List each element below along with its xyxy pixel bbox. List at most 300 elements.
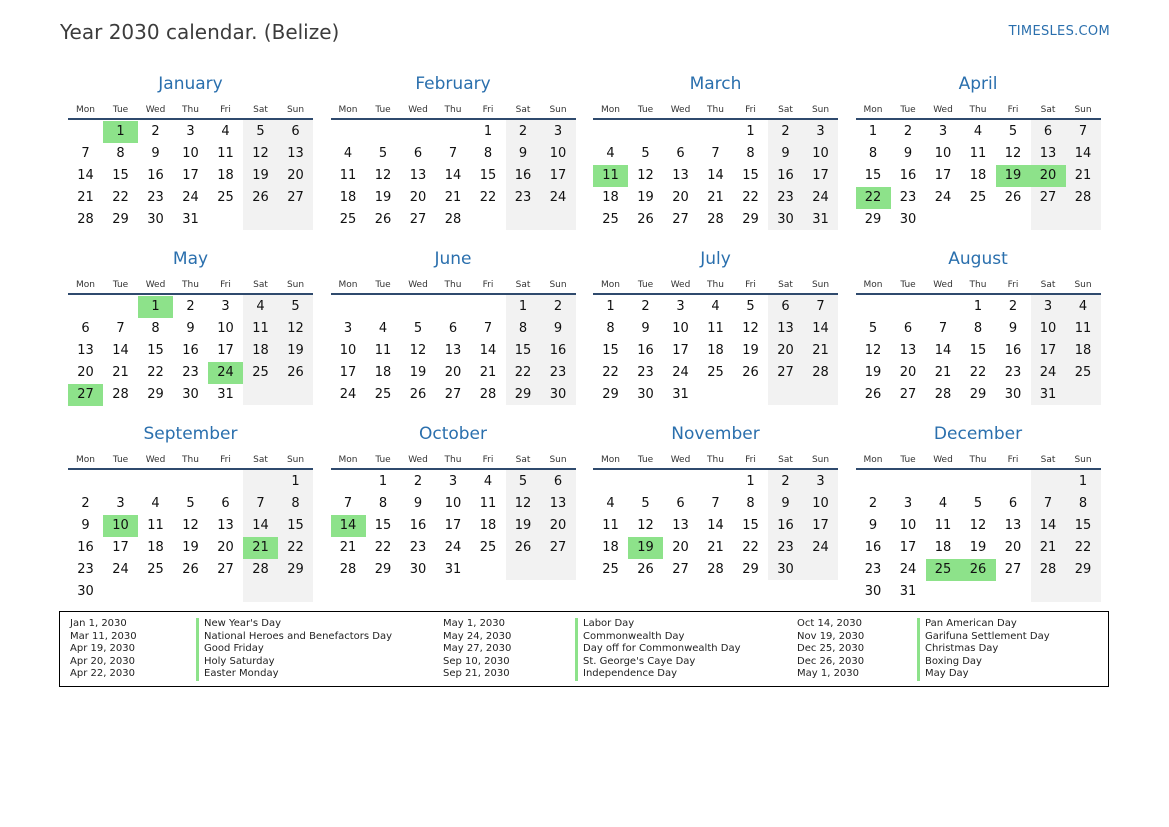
calendar-day[interactable]: 23 (182, 365, 199, 380)
calendar-day[interactable]: 24 (339, 387, 357, 402)
calendar-day[interactable]: 5 (641, 496, 650, 511)
calendar-day[interactable]: 8 (151, 321, 160, 336)
calendar-day[interactable]: 30 (409, 562, 427, 577)
calendar-day[interactable]: 7 (938, 321, 948, 336)
calendar-day[interactable]: 9 (1008, 321, 1018, 336)
calendar-day[interactable]: 25 (602, 562, 619, 577)
calendar-day[interactable]: 20 (549, 518, 567, 533)
calendar-day[interactable]: 8 (973, 321, 983, 336)
calendar-day[interactable]: 2 (781, 124, 790, 139)
calendar-day[interactable]: 2 (186, 299, 195, 314)
calendar-day[interactable]: 26 (287, 365, 304, 380)
calendar-day[interactable]: 31 (182, 212, 199, 227)
calendar-day[interactable]: 22 (112, 190, 129, 205)
calendar-day[interactable]: 20 (217, 540, 234, 555)
calendar-day[interactable]: 30 (147, 212, 164, 227)
calendar-day[interactable]: 20 (409, 190, 427, 205)
calendar-day[interactable]: 28 (479, 387, 497, 402)
calendar-day[interactable]: 22 (742, 540, 759, 555)
calendar-day[interactable]: 5 (413, 321, 423, 336)
calendar-day[interactable]: 29 (1074, 562, 1092, 577)
calendar-day[interactable]: 15 (1074, 518, 1092, 533)
calendar-day[interactable]: 19 (409, 365, 427, 380)
calendar-day[interactable]: 16 (182, 343, 199, 358)
calendar-day[interactable]: 8 (116, 146, 125, 161)
calendar-day[interactable]: 7 (483, 321, 493, 336)
calendar-day[interactable]: 4 (343, 146, 353, 161)
calendar-day[interactable]: 26 (864, 387, 882, 402)
calendar-day[interactable]: 1 (518, 299, 528, 314)
calendar-day[interactable]: 18 (707, 343, 724, 358)
calendar-day[interactable]: 28 (339, 562, 357, 577)
calendar-day[interactable]: 22 (742, 190, 759, 205)
calendar-day[interactable]: 23 (637, 365, 654, 380)
calendar-day[interactable]: 10 (812, 496, 829, 511)
calendar-day[interactable]: 7 (256, 496, 265, 511)
calendar-day[interactable]: 8 (746, 496, 755, 511)
calendar-day[interactable]: 18 (217, 168, 234, 183)
calendar-day[interactable]: 5 (641, 146, 650, 161)
calendar-day[interactable]: 16 (409, 518, 427, 533)
calendar-day[interactable]: 12 (182, 518, 199, 533)
calendar-day[interactable]: 7 (1078, 124, 1088, 139)
calendar-day[interactable]: 21 (112, 365, 129, 380)
calendar-day[interactable]: 27 (444, 387, 462, 402)
calendar-day[interactable]: 8 (746, 146, 755, 161)
calendar-day[interactable]: 23 (899, 190, 917, 205)
calendar-day[interactable]: 23 (549, 365, 567, 380)
calendar-day[interactable]: 10 (217, 321, 234, 336)
calendar-day[interactable]: 31 (672, 387, 689, 402)
calendar-day[interactable]: 31 (899, 584, 917, 599)
calendar-day[interactable]: 25 (217, 190, 234, 205)
calendar-day[interactable]: 20 (444, 365, 462, 380)
calendar-day[interactable]: 5 (256, 124, 265, 139)
calendar-day[interactable]: 22 (287, 540, 304, 555)
calendar-day[interactable]: 4 (711, 299, 720, 314)
calendar-day[interactable]: 2 (903, 124, 913, 139)
calendar-day[interactable]: 3 (186, 124, 195, 139)
calendar-day[interactable]: 24 (899, 562, 917, 577)
calendar-day[interactable]: 17 (899, 540, 917, 555)
calendar-day[interactable]: 20 (77, 365, 94, 380)
calendar-day[interactable]: 16 (1004, 343, 1022, 358)
calendar-day[interactable]: 28 (444, 212, 462, 227)
calendar-day[interactable]: 13 (672, 518, 689, 533)
calendar-day[interactable]: 26 (742, 365, 759, 380)
calendar-day[interactable]: 4 (606, 146, 615, 161)
calendar-day[interactable]: 22 (147, 365, 164, 380)
calendar-day[interactable]: 13 (287, 146, 304, 161)
calendar-day[interactable]: 7 (343, 496, 353, 511)
calendar-day[interactable]: 16 (147, 168, 164, 183)
calendar-day[interactable]: 25 (926, 559, 961, 581)
calendar-day[interactable]: 17 (549, 168, 567, 183)
calendar-day[interactable]: 24 (1039, 365, 1057, 380)
calendar-day[interactable]: 29 (112, 212, 129, 227)
calendar-day[interactable]: 15 (864, 168, 882, 183)
calendar-day[interactable]: 5 (378, 146, 388, 161)
calendar-day[interactable]: 21 (707, 190, 724, 205)
calendar-day[interactable]: 6 (413, 146, 423, 161)
calendar-day[interactable]: 1 (291, 474, 300, 489)
calendar-day[interactable]: 20 (672, 190, 689, 205)
calendar-day[interactable]: 2 (553, 299, 563, 314)
calendar-day[interactable]: 7 (448, 146, 458, 161)
calendar-day[interactable]: 14 (479, 343, 497, 358)
calendar-day[interactable]: 9 (641, 321, 650, 336)
calendar-day[interactable]: 3 (221, 299, 230, 314)
calendar-day[interactable]: 14 (934, 343, 952, 358)
calendar-day[interactable]: 23 (409, 540, 427, 555)
calendar-day[interactable]: 20 (1031, 165, 1066, 187)
calendar-day[interactable]: 26 (637, 562, 654, 577)
calendar-day[interactable]: 26 (637, 212, 654, 227)
calendar-day[interactable]: 29 (147, 387, 164, 402)
calendar-day[interactable]: 19 (969, 540, 987, 555)
calendar-day[interactable]: 13 (777, 321, 794, 336)
calendar-day[interactable]: 1 (138, 296, 173, 318)
calendar-day[interactable]: 12 (1004, 146, 1022, 161)
calendar-day[interactable]: 3 (903, 496, 913, 511)
calendar-day[interactable]: 16 (77, 540, 94, 555)
calendar-day[interactable]: 11 (252, 321, 269, 336)
calendar-day[interactable]: 10 (1039, 321, 1057, 336)
calendar-day[interactable]: 17 (217, 343, 234, 358)
calendar-day[interactable]: 25 (147, 562, 164, 577)
calendar-day[interactable]: 23 (514, 190, 532, 205)
calendar-day[interactable]: 4 (973, 124, 983, 139)
calendar-day[interactable]: 28 (707, 562, 724, 577)
calendar-day[interactable]: 30 (637, 387, 654, 402)
calendar-day[interactable]: 10 (672, 321, 689, 336)
calendar-day[interactable]: 1 (973, 299, 983, 314)
calendar-day[interactable]: 14 (707, 168, 724, 183)
calendar-day[interactable]: 30 (777, 562, 794, 577)
calendar-day[interactable]: 26 (374, 212, 392, 227)
calendar-day[interactable]: 15 (374, 518, 392, 533)
calendar-day[interactable]: 12 (374, 168, 392, 183)
calendar-day[interactable]: 4 (1078, 299, 1088, 314)
calendar-day[interactable]: 17 (339, 365, 357, 380)
calendar-day[interactable]: 2 (781, 474, 790, 489)
calendar-day[interactable]: 17 (1039, 343, 1057, 358)
calendar-day[interactable]: 9 (903, 146, 913, 161)
calendar-day[interactable]: 6 (291, 124, 300, 139)
calendar-day[interactable]: 11 (147, 518, 164, 533)
calendar-day[interactable]: 27 (1004, 562, 1022, 577)
calendar-day[interactable]: 4 (151, 496, 160, 511)
calendar-day[interactable]: 12 (514, 496, 532, 511)
calendar-day[interactable]: 15 (969, 343, 987, 358)
calendar-day[interactable]: 28 (934, 387, 952, 402)
calendar-day[interactable]: 23 (77, 562, 94, 577)
calendar-day[interactable]: 18 (934, 540, 952, 555)
calendar-day[interactable]: 16 (514, 168, 532, 183)
calendar-day[interactable]: 5 (973, 496, 983, 511)
calendar-day[interactable]: 29 (374, 562, 392, 577)
calendar-day[interactable]: 17 (182, 168, 199, 183)
calendar-day[interactable]: 26 (182, 562, 199, 577)
calendar-day[interactable]: 7 (116, 321, 125, 336)
calendar-day[interactable]: 11 (593, 165, 628, 187)
calendar-day[interactable]: 1 (103, 121, 138, 143)
calendar-day[interactable]: 10 (339, 343, 357, 358)
calendar-day[interactable]: 2 (1008, 299, 1018, 314)
calendar-day[interactable]: 15 (514, 343, 532, 358)
calendar-day[interactable]: 18 (1074, 343, 1092, 358)
calendar-day[interactable]: 26 (1004, 190, 1022, 205)
calendar-day[interactable]: 4 (378, 321, 388, 336)
calendar-day[interactable]: 9 (868, 518, 878, 533)
calendar-day[interactable]: 11 (339, 168, 357, 183)
calendar-day[interactable]: 16 (637, 343, 654, 358)
calendar-day[interactable]: 26 (961, 559, 996, 581)
calendar-day[interactable]: 5 (1008, 124, 1018, 139)
calendar-day[interactable]: 30 (864, 584, 882, 599)
calendar-day[interactable]: 21 (934, 365, 952, 380)
calendar-day[interactable]: 3 (553, 124, 563, 139)
calendar-day[interactable]: 5 (291, 299, 300, 314)
calendar-day[interactable]: 18 (969, 168, 987, 183)
calendar-day[interactable]: 6 (1043, 124, 1053, 139)
calendar-day[interactable]: 30 (549, 387, 567, 402)
calendar-day[interactable]: 6 (1008, 496, 1018, 511)
calendar-day[interactable]: 3 (116, 496, 125, 511)
calendar-day[interactable]: 2 (868, 496, 878, 511)
calendar-day[interactable]: 22 (602, 365, 619, 380)
calendar-day[interactable]: 9 (413, 496, 423, 511)
calendar-day[interactable]: 27 (672, 212, 689, 227)
calendar-day[interactable]: 13 (672, 168, 689, 183)
calendar-day[interactable]: 8 (518, 321, 528, 336)
calendar-day[interactable]: 7 (81, 146, 90, 161)
calendar-day[interactable]: 19 (864, 365, 882, 380)
calendar-day[interactable]: 27 (1039, 190, 1057, 205)
calendar-day[interactable]: 4 (483, 474, 493, 489)
calendar-day[interactable]: 10 (812, 146, 829, 161)
calendar-day[interactable]: 16 (864, 540, 882, 555)
calendar-day[interactable]: 16 (777, 518, 794, 533)
calendar-day[interactable]: 25 (602, 212, 619, 227)
calendar-day[interactable]: 24 (549, 190, 567, 205)
calendar-day[interactable]: 10 (103, 515, 138, 537)
calendar-day[interactable]: 8 (483, 146, 493, 161)
calendar-day[interactable]: 23 (1004, 365, 1022, 380)
calendar-day[interactable]: 2 (81, 496, 90, 511)
calendar-day[interactable]: 11 (969, 146, 987, 161)
calendar-day[interactable]: 19 (628, 537, 663, 559)
calendar-day[interactable]: 11 (602, 518, 619, 533)
calendar-day[interactable]: 27 (409, 212, 427, 227)
calendar-day[interactable]: 12 (969, 518, 987, 533)
calendar-day[interactable]: 10 (934, 146, 952, 161)
calendar-day[interactable]: 3 (676, 299, 685, 314)
calendar-day[interactable]: 19 (996, 165, 1031, 187)
calendar-day[interactable]: 6 (81, 321, 90, 336)
calendar-day[interactable]: 19 (637, 190, 654, 205)
calendar-day[interactable]: 27 (68, 384, 103, 406)
calendar-day[interactable]: 16 (549, 343, 567, 358)
calendar-day[interactable]: 18 (374, 365, 392, 380)
calendar-day[interactable]: 3 (816, 124, 825, 139)
calendar-day[interactable]: 25 (252, 365, 269, 380)
calendar-day[interactable]: 8 (1078, 496, 1088, 511)
calendar-day[interactable]: 24 (444, 540, 462, 555)
calendar-day[interactable]: 30 (182, 387, 199, 402)
calendar-day[interactable]: 1 (483, 124, 493, 139)
calendar-day[interactable]: 6 (781, 299, 790, 314)
calendar-day[interactable]: 17 (444, 518, 462, 533)
calendar-day[interactable]: 13 (444, 343, 462, 358)
calendar-day[interactable]: 28 (252, 562, 269, 577)
calendar-day[interactable]: 20 (1004, 540, 1022, 555)
calendar-day[interactable]: 20 (777, 343, 794, 358)
calendar-day[interactable]: 24 (812, 540, 829, 555)
calendar-day[interactable]: 27 (777, 365, 794, 380)
calendar-day[interactable]: 21 (243, 537, 278, 559)
calendar-day[interactable]: 8 (606, 321, 615, 336)
calendar-day[interactable]: 7 (711, 146, 720, 161)
brand-link[interactable]: TIMESLES.COM (1008, 24, 1110, 39)
calendar-day[interactable]: 2 (151, 124, 160, 139)
calendar-day[interactable]: 8 (868, 146, 878, 161)
calendar-day[interactable]: 14 (1074, 146, 1092, 161)
calendar-day[interactable]: 14 (331, 515, 366, 537)
calendar-day[interactable]: 22 (374, 540, 392, 555)
calendar-day[interactable]: 22 (856, 187, 891, 209)
calendar-day[interactable]: 13 (217, 518, 234, 533)
calendar-day[interactable]: 15 (287, 518, 304, 533)
calendar-day[interactable]: 9 (781, 496, 790, 511)
calendar-day[interactable]: 22 (514, 365, 532, 380)
calendar-day[interactable]: 14 (444, 168, 462, 183)
calendar-day[interactable]: 24 (112, 562, 129, 577)
calendar-day[interactable]: 3 (938, 124, 948, 139)
calendar-day[interactable]: 13 (77, 343, 94, 358)
calendar-day[interactable]: 11 (934, 518, 952, 533)
calendar-day[interactable]: 24 (208, 362, 243, 384)
calendar-day[interactable]: 1 (1078, 474, 1088, 489)
calendar-day[interactable]: 25 (339, 212, 357, 227)
calendar-day[interactable]: 10 (182, 146, 199, 161)
calendar-day[interactable]: 29 (864, 212, 882, 227)
calendar-day[interactable]: 21 (1074, 168, 1092, 183)
calendar-day[interactable]: 14 (812, 321, 829, 336)
calendar-day[interactable]: 20 (672, 540, 689, 555)
calendar-day[interactable]: 6 (221, 496, 230, 511)
calendar-day[interactable]: 26 (252, 190, 269, 205)
calendar-day[interactable]: 28 (812, 365, 829, 380)
calendar-day[interactable]: 1 (606, 299, 615, 314)
calendar-day[interactable]: 4 (938, 496, 948, 511)
calendar-day[interactable]: 16 (777, 168, 794, 183)
calendar-day[interactable]: 6 (903, 321, 913, 336)
calendar-day[interactable]: 30 (899, 212, 917, 227)
calendar-day[interactable]: 9 (781, 146, 790, 161)
calendar-day[interactable]: 13 (1004, 518, 1022, 533)
calendar-day[interactable]: 19 (374, 190, 392, 205)
calendar-day[interactable]: 20 (899, 365, 917, 380)
calendar-day[interactable]: 3 (816, 474, 825, 489)
calendar-day[interactable]: 27 (217, 562, 234, 577)
calendar-day[interactable]: 1 (746, 124, 755, 139)
calendar-day[interactable]: 8 (291, 496, 300, 511)
calendar-day[interactable]: 5 (868, 321, 878, 336)
calendar-day[interactable]: 6 (553, 474, 563, 489)
calendar-day[interactable]: 24 (182, 190, 199, 205)
calendar-day[interactable]: 31 (812, 212, 829, 227)
calendar-day[interactable]: 9 (81, 518, 90, 533)
calendar-day[interactable]: 11 (1074, 321, 1092, 336)
calendar-day[interactable]: 21 (77, 190, 94, 205)
calendar-day[interactable]: 30 (77, 584, 94, 599)
calendar-day[interactable]: 20 (287, 168, 304, 183)
calendar-day[interactable]: 28 (1074, 190, 1092, 205)
calendar-day[interactable]: 18 (602, 540, 619, 555)
calendar-day[interactable]: 26 (514, 540, 532, 555)
calendar-day[interactable]: 14 (1039, 518, 1057, 533)
calendar-day[interactable]: 12 (742, 321, 759, 336)
calendar-day[interactable]: 27 (287, 190, 304, 205)
calendar-day[interactable]: 30 (777, 212, 794, 227)
calendar-day[interactable]: 14 (252, 518, 269, 533)
calendar-day[interactable]: 31 (217, 387, 234, 402)
calendar-day[interactable]: 6 (676, 146, 685, 161)
calendar-day[interactable]: 23 (147, 190, 164, 205)
calendar-day[interactable]: 29 (287, 562, 304, 577)
calendar-day[interactable]: 2 (641, 299, 650, 314)
calendar-day[interactable]: 17 (812, 168, 829, 183)
calendar-day[interactable]: 29 (602, 387, 619, 402)
calendar-day[interactable]: 9 (186, 321, 195, 336)
calendar-day[interactable]: 22 (969, 365, 987, 380)
calendar-day[interactable]: 21 (444, 190, 462, 205)
calendar-day[interactable]: 4 (221, 124, 230, 139)
calendar-day[interactable]: 21 (812, 343, 829, 358)
calendar-day[interactable]: 8 (378, 496, 388, 511)
calendar-day[interactable]: 5 (518, 474, 528, 489)
calendar-day[interactable]: 12 (637, 518, 654, 533)
calendar-day[interactable]: 12 (287, 321, 304, 336)
calendar-day[interactable]: 5 (746, 299, 755, 314)
calendar-day[interactable]: 28 (1039, 562, 1057, 577)
calendar-day[interactable]: 24 (934, 190, 952, 205)
calendar-day[interactable]: 31 (444, 562, 462, 577)
calendar-day[interactable]: 7 (816, 299, 825, 314)
calendar-day[interactable]: 12 (864, 343, 882, 358)
calendar-day[interactable]: 28 (77, 212, 94, 227)
calendar-day[interactable]: 15 (112, 168, 129, 183)
calendar-day[interactable]: 11 (217, 146, 234, 161)
calendar-day[interactable]: 14 (112, 343, 129, 358)
calendar-day[interactable]: 17 (672, 343, 689, 358)
calendar-day[interactable]: 15 (147, 343, 164, 358)
calendar-day[interactable]: 4 (606, 496, 615, 511)
calendar-day[interactable]: 18 (602, 190, 619, 205)
calendar-day[interactable]: 25 (707, 365, 724, 380)
calendar-day[interactable]: 3 (448, 474, 458, 489)
calendar-day[interactable]: 25 (1074, 365, 1092, 380)
calendar-day[interactable]: 10 (444, 496, 462, 511)
calendar-day[interactable]: 15 (742, 168, 759, 183)
calendar-day[interactable]: 18 (479, 518, 497, 533)
calendar-day[interactable]: 13 (1039, 146, 1057, 161)
calendar-day[interactable]: 5 (186, 496, 195, 511)
calendar-day[interactable]: 25 (479, 540, 497, 555)
calendar-day[interactable]: 24 (812, 190, 829, 205)
calendar-day[interactable]: 18 (147, 540, 164, 555)
